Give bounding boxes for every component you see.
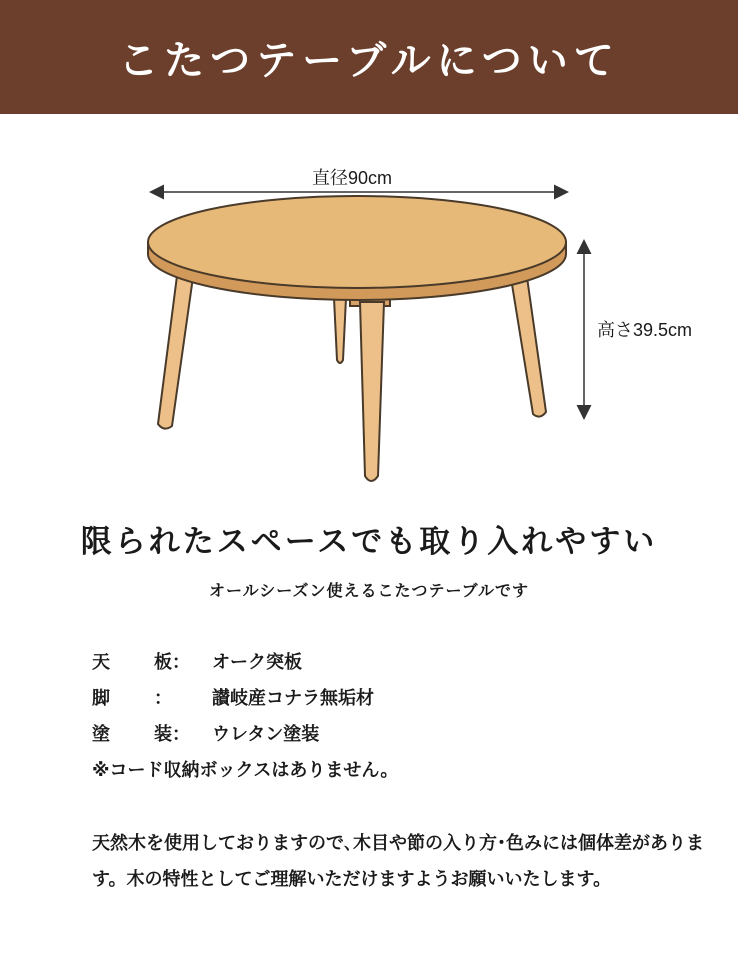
width-label: 直径90cm [312,168,393,188]
spec-key-char: 脚 [92,688,110,709]
spec-key-char: 塗 [92,724,110,745]
headline: 限られたスペースでも取り入れやすい [80,524,658,560]
spec-row-legs [92,684,398,720]
front-leg [360,302,384,481]
spec-key [92,684,212,710]
table-diagram [0,150,738,500]
spec-value: 讃岐産コナラ無垢材 [212,688,374,709]
subline: オールシーズン使えるこたつテーブルです [208,581,530,600]
header-banner [0,0,738,114]
spec-value: ウレタン塗装 [212,724,320,745]
spec-key-char: 板： [154,652,190,673]
spec-row-top [92,648,398,684]
spec-key-char: 装： [154,724,190,745]
spec-list [92,648,398,792]
tabletop [148,196,566,288]
spec-row-finish [92,720,398,756]
spec-key-char: ： [154,688,172,709]
spec-key-char: 天 [92,652,110,673]
cord-box-note: ※コード収納ボックスはありません。 [92,760,399,781]
page-title: こたつテーブルについて [118,37,620,84]
height-label: 高さ39.5cm [597,320,693,340]
back-leg [334,298,346,363]
left-leg [158,268,194,429]
right-leg [510,270,546,417]
spec-key [92,720,212,746]
spec-value: オーク突板 [212,652,302,673]
wood-note-paragraph: 天然木を使用しておりますので､木目や節の入り方･色みには個体差があります。木の特性としてご理解いただけますようお願いいたします。 [92,833,704,890]
spec-key [92,648,212,674]
